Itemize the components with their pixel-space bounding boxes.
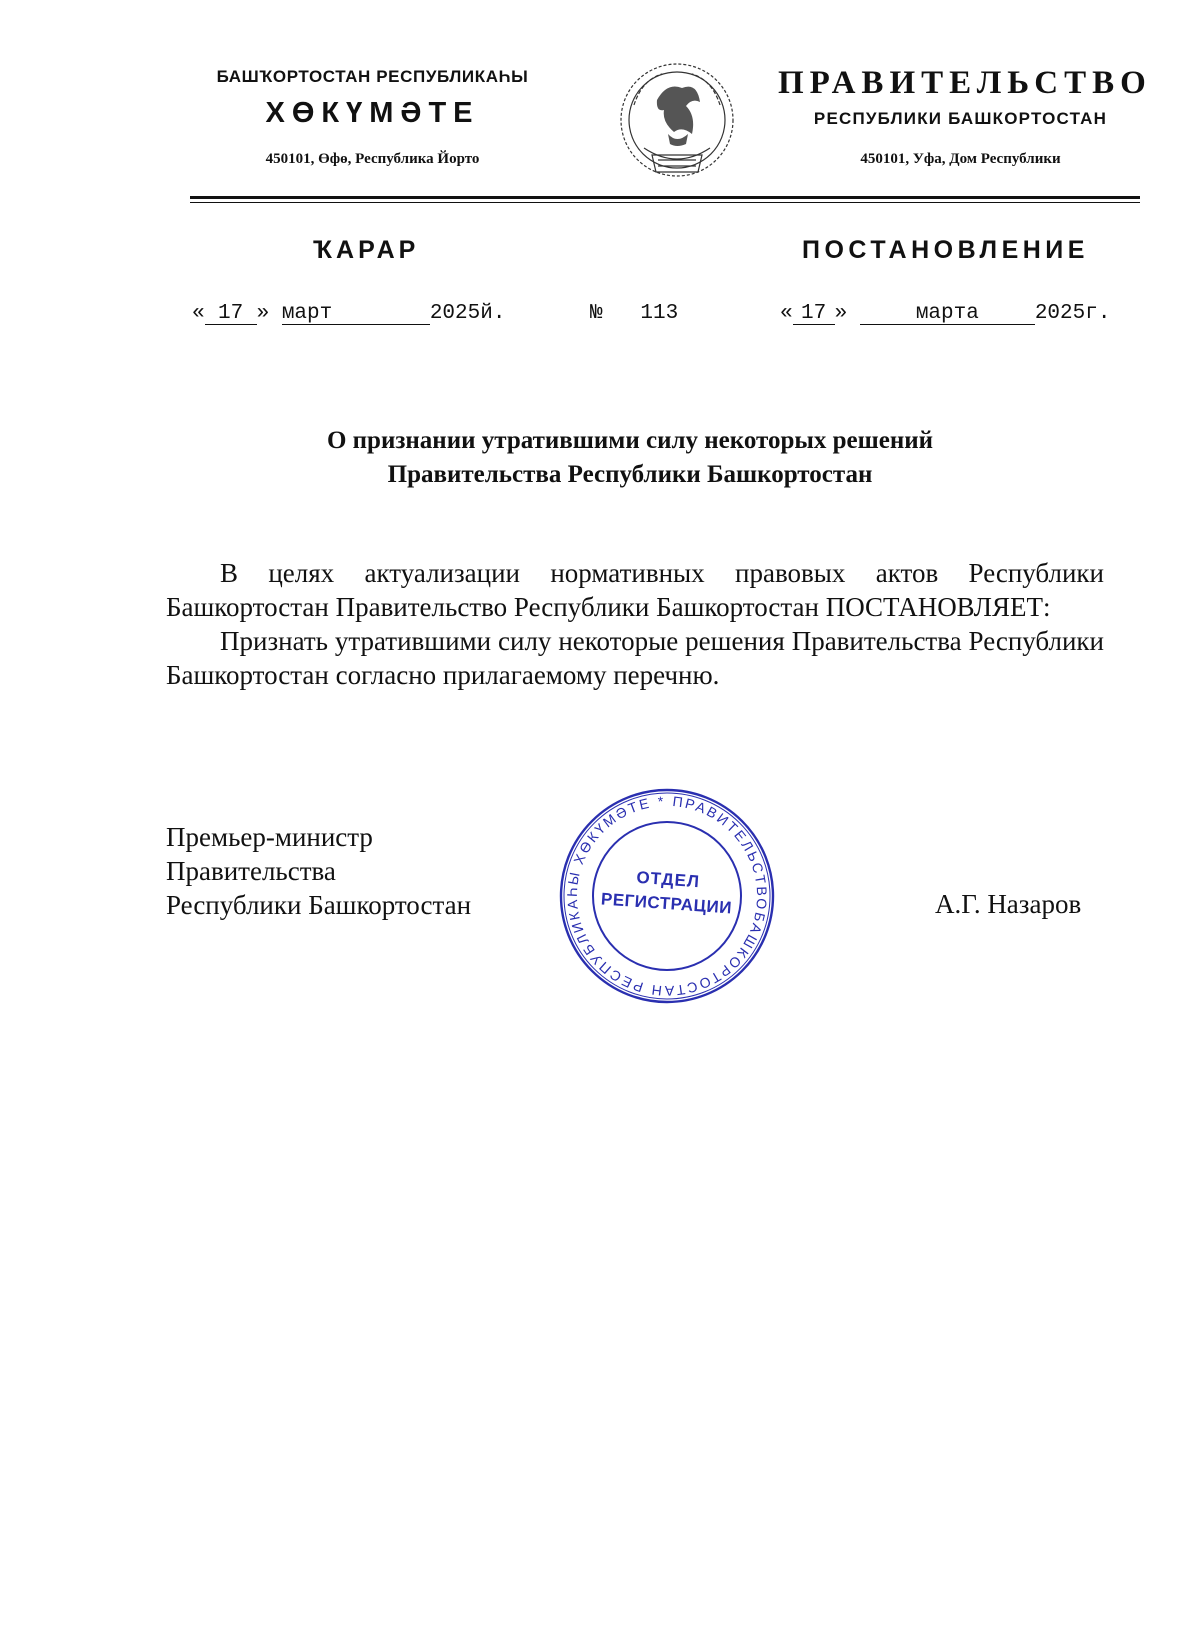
number-sign: № [590, 302, 603, 325]
document-title [160, 424, 1100, 492]
act-type-russian: ПОСТАНОВЛЕНИЕ [802, 236, 1089, 264]
header-right-address: 450101, Уфа, Дом Республики [860, 151, 1061, 167]
document-number [590, 302, 678, 325]
header-right-line1: ПРАВИТЕЛЬСТВО [778, 65, 1152, 101]
header-left-address: 450101, Өфө, Республика Йорто [265, 151, 480, 167]
date-month: марта [860, 304, 1035, 325]
title-line1: О признании утратившими силу некоторых решений [326, 427, 934, 454]
date-day: 17 [205, 304, 257, 325]
signatory-name: А.Г. Назаров [935, 889, 1082, 919]
stamp-center-line2: РЕГИСТРАЦИИ [600, 889, 733, 918]
date-bashkir [192, 302, 505, 325]
header-right-line2: РЕСПУБЛИКИ БАШКОРТОСТАН [813, 109, 1108, 128]
position-line2: Правительства [166, 856, 336, 886]
date-day: 17 [793, 304, 835, 325]
date-close-quote: » [256, 302, 270, 325]
header-left-block [185, 62, 560, 172]
registration-stamp [556, 785, 778, 1007]
position-line3: Республики Башкортостан [166, 890, 472, 920]
position-line1: Премьер-министр [166, 822, 373, 852]
body-paragraph: В целях актуализации нормативных правовых актов Республики Башкортостан Правительство Республики Башкортостан ПОСТАНОВЛЯЕТ: [166, 558, 1104, 622]
date-russian [780, 302, 1110, 325]
date-close-quote: » [834, 302, 848, 325]
date-year: 2025й. [429, 302, 506, 325]
header-divider-thin [190, 202, 1140, 203]
date-open-quote: « [192, 302, 205, 325]
stamp-outer-text: БАШКОРТОСТАН РЕСПУБЛИКАҺЫ ХӨКҮМӘТЕ * ПРАВИТЕЛЬСТВО [563, 792, 771, 1000]
header-left-line2: ХӨКҮМӘТЕ [265, 97, 480, 129]
act-type-bashkir: ҠАРАР [313, 236, 420, 264]
date-month: март [282, 304, 430, 325]
body-paragraph: Признать утратившими силу некоторые решения Правительства Республики Башкортостан согласно прилагаемому перечню. [166, 626, 1104, 690]
stamp-center-line1: ОТДЕЛ [635, 867, 701, 892]
header-left-line1: БАШҠОРТОСТАН РЕСПУБЛИКАҺЫ [216, 67, 529, 86]
header-right-block [778, 62, 1152, 172]
number-value: 113 [640, 302, 679, 325]
date-open-quote: « [780, 302, 793, 325]
header-divider-thick [190, 196, 1140, 199]
coat-of-arms-icon [612, 60, 742, 190]
title-line2: Правительства Республики Башкортостан [387, 461, 873, 488]
document-body [166, 556, 1104, 692]
date-year: 2025г. [1034, 302, 1111, 325]
signatory-position [166, 820, 471, 922]
